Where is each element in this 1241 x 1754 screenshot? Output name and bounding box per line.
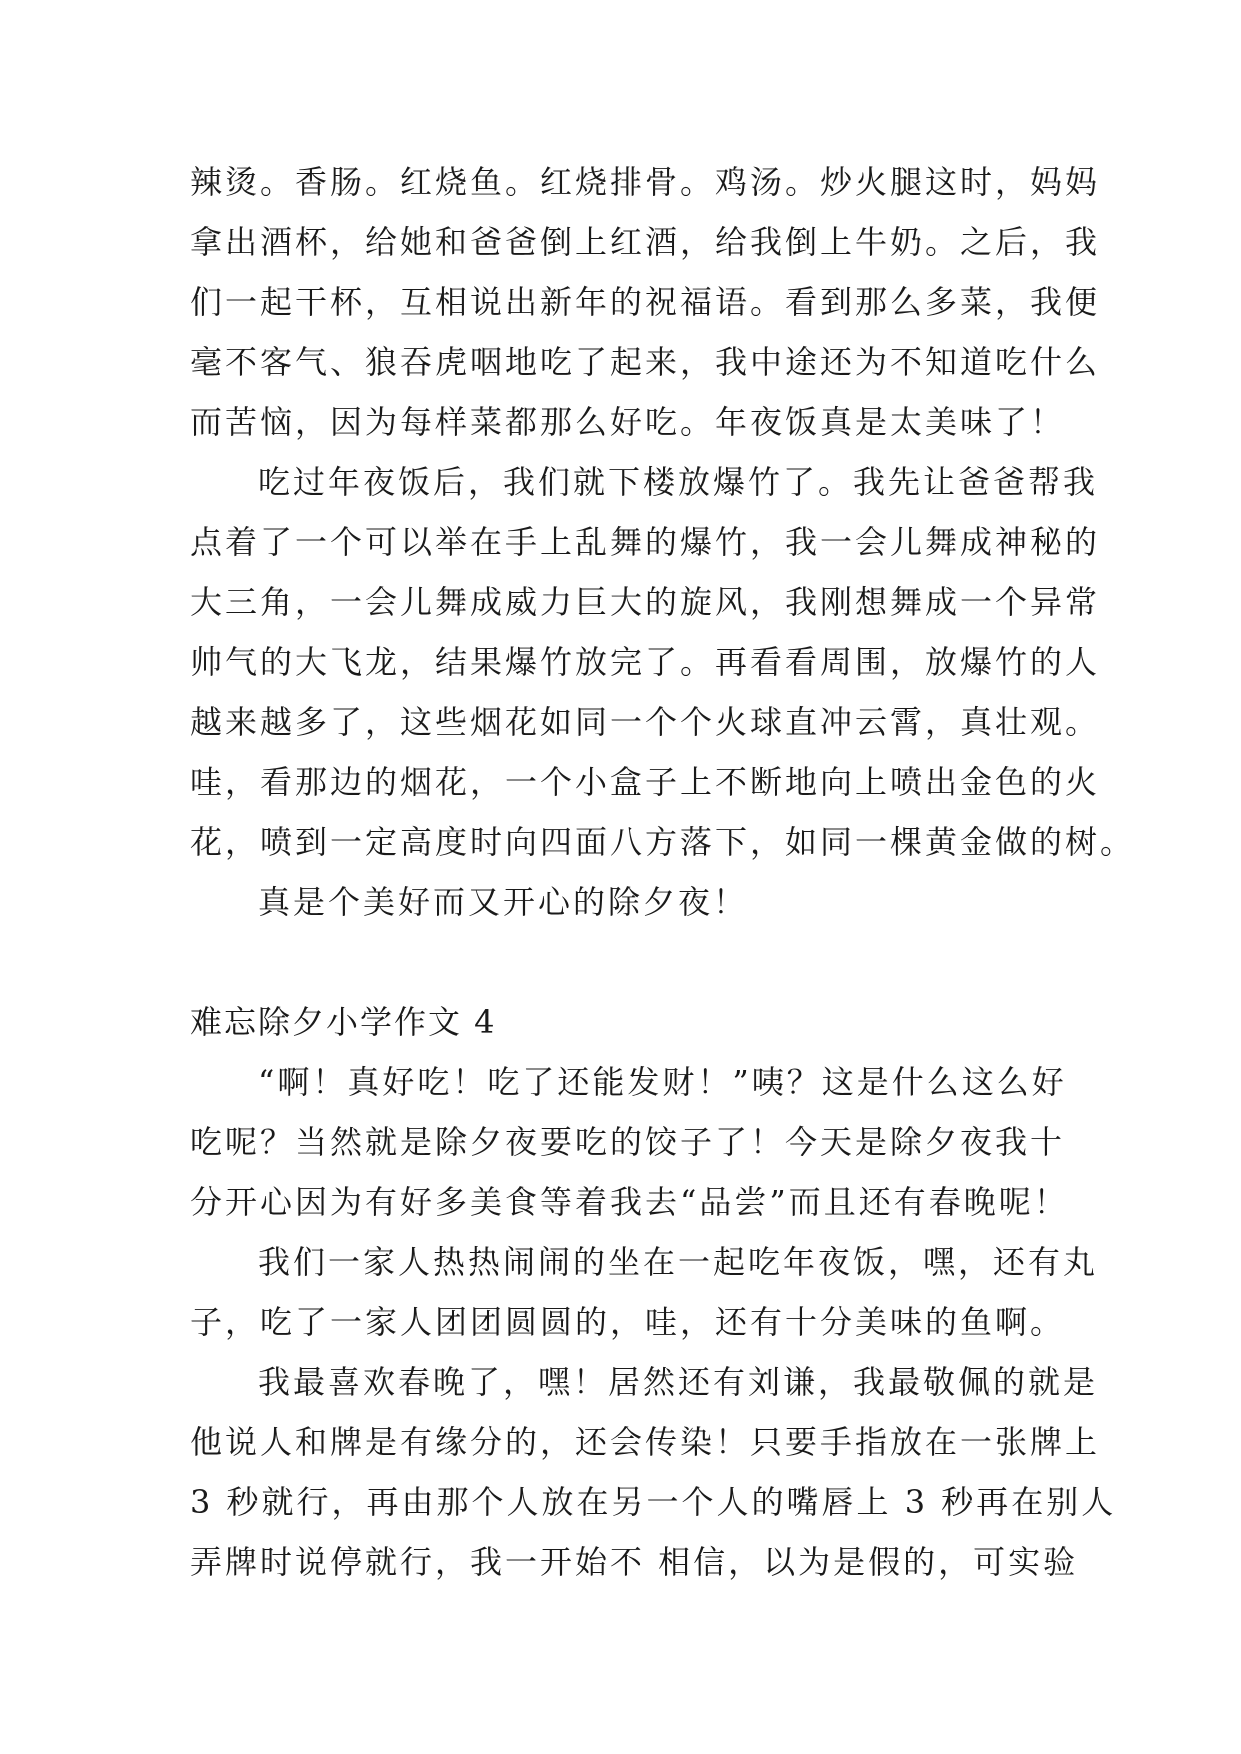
- paragraph-line: 我最喜欢春晚了，嘿！居然还有刘谦，我最敬佩的就是: [258, 1363, 1099, 1401]
- section-gap: [190, 932, 1050, 992]
- paragraph-line: 辣烫。香肠。红烧鱼。红烧排骨。鸡汤。炒火腿这时，妈妈: [190, 163, 1101, 201]
- paragraph-line: 吃过年夜饭后，我们就下楼放爆竹了。我先让爸爸帮我: [258, 463, 1099, 501]
- paragraph-line: 子，吃了一家人团团圆圆的，哇，还有十分美味的鱼啊。: [190, 1303, 1066, 1341]
- paragraph-line: 真是个美好而又开心的除夕夜！: [258, 883, 749, 921]
- paragraph-line: 越来越多了，这些烟花如同一个个火球直冲云霄，真壮观。: [190, 703, 1101, 741]
- paragraph-line: 拿出酒杯，给她和爸爸倒上红酒，给我倒上牛奶。之后，我: [190, 223, 1101, 261]
- paragraph-line: 们一起干杯，互相说出新年的祝福语。看到那么多菜，我便: [190, 283, 1101, 321]
- section-heading: 难忘除夕小学作文 4: [190, 1003, 497, 1041]
- paragraph-line: 点着了一个可以举在手上乱舞的爆竹，我一会儿舞成神秘的: [190, 523, 1101, 561]
- paragraph-line: 3 秒就行，再由那个人放在另一个人的嘴唇上 3 秒再在别人: [190, 1483, 1117, 1521]
- paragraph-line: 吃呢？当然就是除夕夜要吃的饺子了！今天是除夕夜我十: [190, 1123, 1066, 1161]
- paragraph-line: 大三角，一会儿舞成威力巨大的旋风，我刚想舞成一个异常: [190, 583, 1101, 621]
- paragraph-line: 弄牌时说停就行，我一开始不 相信，以为是假的，可实验: [190, 1543, 1079, 1581]
- paragraph-line: 我们一家人热热闹闹的坐在一起吃年夜饭，嘿，还有丸: [258, 1243, 1099, 1281]
- paragraph-line: “啊！真好吃！吃了还能发财！”咦？这是什么这么好: [258, 1063, 1067, 1101]
- paragraph-line: 他说人和牌是有缘分的，还会传染！只要手指放在一张牌上: [190, 1423, 1101, 1461]
- paragraph-line: 花，喷到一定高度时向四面八方落下，如同一棵黄金做的树。: [190, 823, 1136, 861]
- paragraph-line: 毫不客气、狼吞虎咽地吃了起来，我中途还为不知道吃什么: [190, 343, 1101, 381]
- paragraph-line: 帅气的大飞龙，结果爆竹放完了。再看看周围，放爆竹的人: [190, 643, 1101, 681]
- paragraph-line: 而苦恼，因为每样菜都那么好吃。年夜饭真是太美味了！: [190, 403, 1066, 441]
- paragraph-line: 分开心因为有好多美食等着我去“品尝”而且还有春晚呢！: [190, 1183, 1069, 1221]
- paragraph-line: 哇，看那边的烟花，一个小盒子上不断地向上喷出金色的火: [190, 763, 1101, 801]
- document-body: [190, 152, 1136, 1592]
